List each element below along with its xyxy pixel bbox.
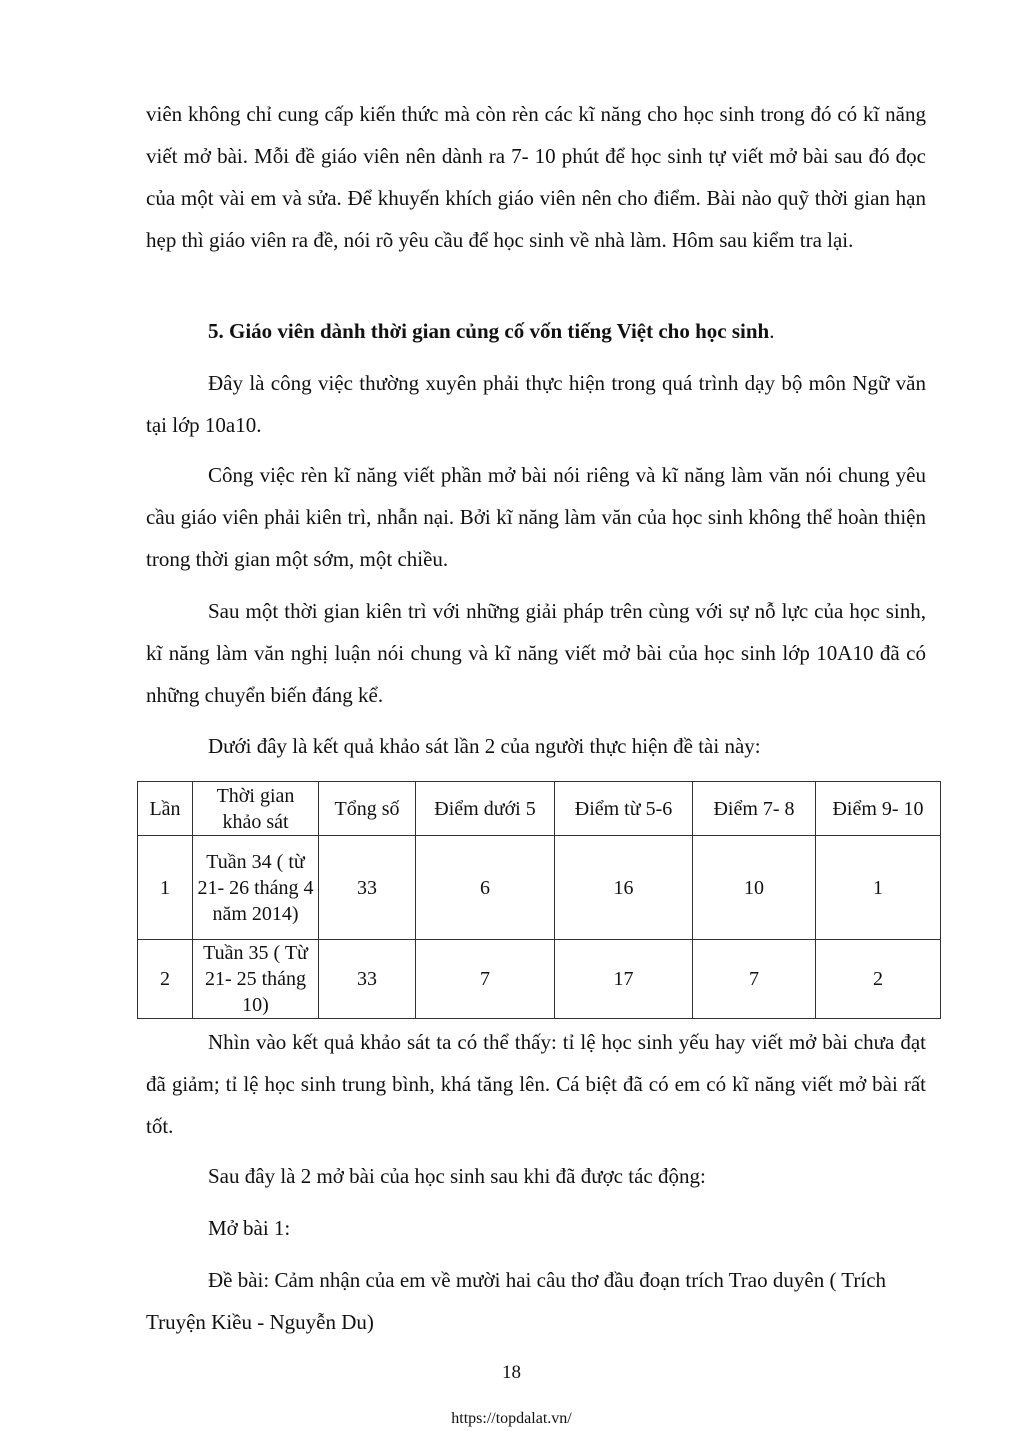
footer-url[interactable]: https://topdalat.vn/	[451, 1410, 572, 1427]
paragraph-patience: Công việc rèn kĩ năng viết phần mở bài nói riêng và kĩ năng làm văn nói chung yêu cầu giáo viên phải kiên trì, nhẫn nại. Bởi kĩ năng làm văn của học sinh không thể hoàn thiện trong thời gian một sớm, một chiều.	[146, 463, 926, 571]
header-diem-duoi-5: Điểm dưới 5	[416, 782, 555, 836]
table-cell: 2	[138, 940, 193, 1019]
paragraph-mo-bai-1: Mở bài 1:	[208, 1216, 291, 1240]
paragraph-survey-intro: Dưới đây là kết quả khảo sát lần 2 của người thực hiện đề tài này:	[208, 734, 761, 758]
table-header-row	[138, 782, 941, 836]
header-thoi-gian: Thời gian khảo sát	[193, 782, 319, 836]
header-lan: Lần	[138, 782, 193, 836]
paragraph-sample-intro: Sau đây là 2 mở bài của học sinh sau khi đã được tác động:	[208, 1164, 706, 1188]
table-cell: 33	[319, 836, 416, 940]
table-cell: 10	[693, 836, 816, 940]
header-diem-9-10: Điểm 9- 10	[816, 782, 941, 836]
header-tong-so: Tổng số	[319, 782, 416, 836]
section-heading-5	[146, 310, 926, 352]
table-cell: Tuần 34 ( từ 21- 26 tháng 4 năm 2014)	[193, 836, 319, 940]
table-cell: 1	[816, 836, 941, 940]
table-cell: 33	[319, 940, 416, 1019]
table-cell: 17	[555, 940, 693, 1019]
table-cell: Tuần 35 ( Từ 21- 25 tháng 10)	[193, 940, 319, 1019]
table-cell: 1	[138, 836, 193, 940]
paragraph-survey-analysis: Nhìn vào kết quả khảo sát ta có thể thấy: tỉ lệ học sinh yếu hay viết mở bài chưa đạt đã giảm; tỉ lệ học sinh trung bình, khá tăng lên. Cá biệt đã có em có kĩ năng viết mở bài rất tốt.	[146, 1030, 926, 1138]
paragraph-progress: Sau một thời gian kiên trì với những giải pháp trên cùng với sự nỗ lực của học sinh, kĩ năng làm văn nghị luận nói chung và kĩ năng viết mở bài của học sinh lớp 10A10 đã có những chuyển biến đáng kể.	[146, 599, 926, 707]
page-number: 18	[502, 1362, 521, 1383]
table-cell: 7	[416, 940, 555, 1019]
paragraph-routine-work: Đây là công việc thường xuyên phải thực hiện trong quá trình dạy bộ môn Ngữ văn tại lớp 10a10.	[146, 371, 926, 437]
paragraph-de-bai: Đề bài: Cảm nhận của em về mười hai câu thơ đầu đoạn trích Trao duyên ( Trích Truyện Kiều - Nguyễn Du)	[146, 1268, 887, 1334]
table-cell: 6	[416, 836, 555, 940]
paragraph-continuation: viên không chỉ cung cấp kiến thức mà còn rèn các kĩ năng cho học sinh trong đó có kĩ năng viết mở bài. Mỗi đề giáo viên nên dành ra 7- 10 phút để học sinh tự viết mở bài sau đó đọc của một vài em và sửa. Để khuyến khích giáo viên nên cho điểm. Bài nào quỹ thời gian hạn hẹp thì giáo viên ra đề, nói rõ yêu cầu để học sinh về nhà làm. Hôm sau kiểm tra lại.	[146, 102, 926, 252]
table-row	[138, 940, 941, 1019]
table-cell: 2	[816, 940, 941, 1019]
header-diem-7-8: Điểm 7- 8	[693, 782, 816, 836]
section-heading-period: .	[769, 319, 775, 343]
table-row	[138, 836, 941, 940]
section-heading-text: 5. Giáo viên dành thời gian củng cố vốn tiếng Việt cho học sinh	[208, 319, 770, 343]
survey-results-table	[137, 781, 941, 1019]
table-cell: 7	[693, 940, 816, 1019]
header-diem-5-6: Điểm từ 5-6	[555, 782, 693, 836]
table-cell: 16	[555, 836, 693, 940]
